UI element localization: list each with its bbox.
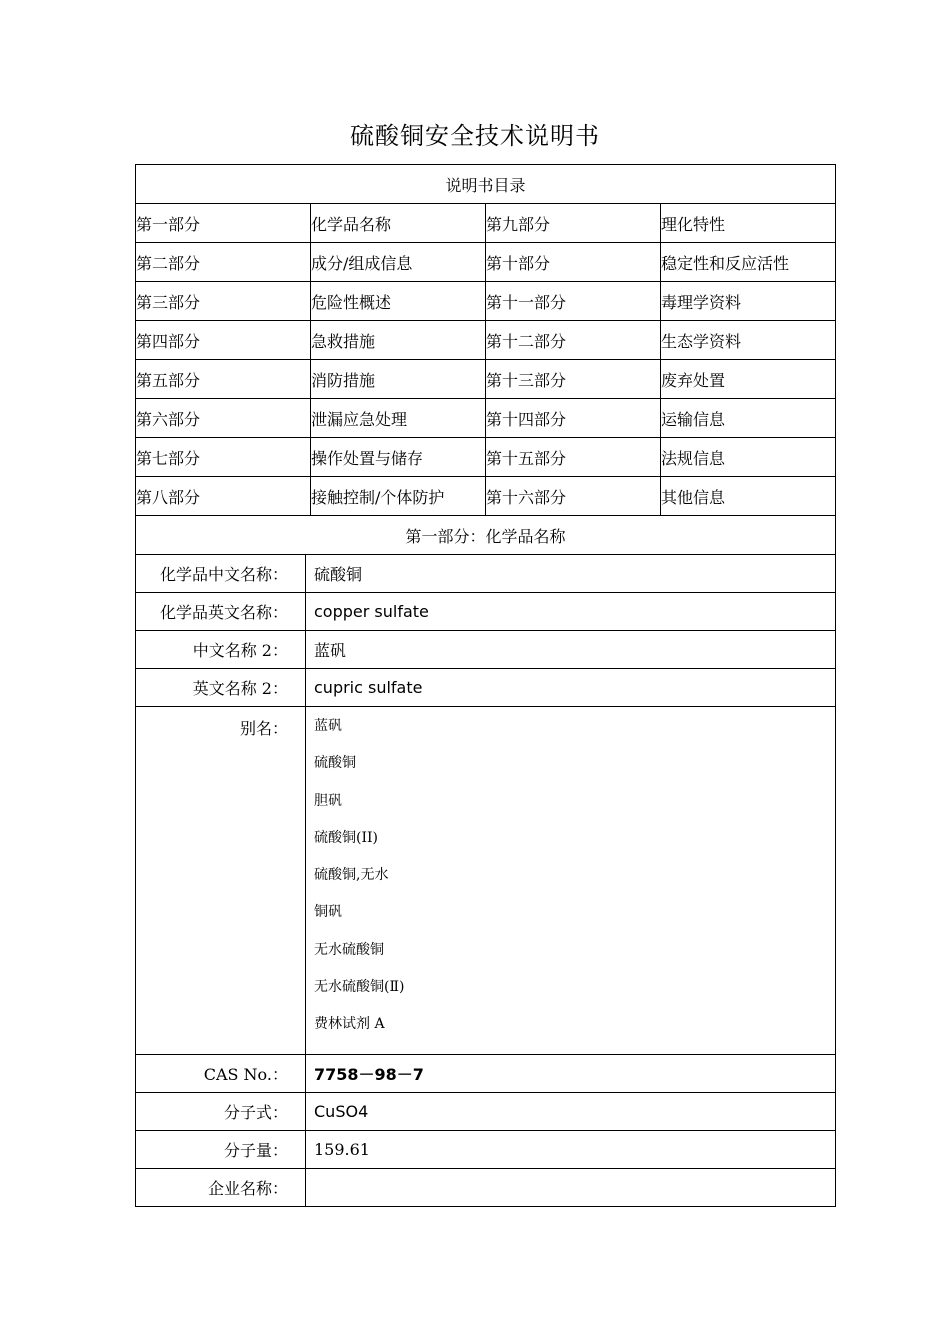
toc-part: 第九部分 bbox=[486, 204, 661, 243]
mw-value: 159.61 bbox=[306, 1130, 836, 1168]
alias-row bbox=[136, 707, 836, 1055]
field-row bbox=[136, 555, 836, 593]
en-name2-value: cupric sulfate bbox=[306, 669, 836, 707]
toc-section-name: 稳定性和反应活性 bbox=[661, 243, 836, 282]
cn-name-value: 硫酸铜 bbox=[306, 555, 836, 593]
toc-part: 第五部分 bbox=[136, 360, 311, 399]
formula-label: 分子式： bbox=[136, 1092, 306, 1130]
alias-item: 费林试剂 A bbox=[314, 1016, 385, 1033]
alias-item: 无水硫酸铜(Ⅱ) bbox=[314, 979, 405, 996]
alias-item: 无水硫酸铜 bbox=[314, 941, 384, 958]
alias-label: 别名： bbox=[136, 707, 306, 1055]
toc-part: 第十三部分 bbox=[486, 360, 661, 399]
toc-part: 第十一部分 bbox=[486, 282, 661, 321]
toc-section-name: 其他信息 bbox=[661, 477, 836, 516]
toc-part: 第六部分 bbox=[136, 399, 311, 438]
field-row bbox=[136, 669, 836, 707]
toc-part: 第八部分 bbox=[136, 477, 311, 516]
toc-section-name: 成分/组成信息 bbox=[311, 243, 486, 282]
toc-section-name: 泄漏应急处理 bbox=[311, 399, 486, 438]
alias-item: 硫酸铜 bbox=[314, 755, 356, 772]
toc-row bbox=[136, 477, 836, 516]
en-name-value: copper sulfate bbox=[306, 593, 836, 631]
company-value bbox=[306, 1168, 836, 1206]
field-row bbox=[136, 1130, 836, 1168]
toc-row bbox=[136, 399, 836, 438]
toc-section-name: 消防措施 bbox=[311, 360, 486, 399]
toc-section-name: 化学品名称 bbox=[311, 204, 486, 243]
alias-item: 蓝矾 bbox=[314, 718, 342, 734]
cas-value: 7758－98－7 bbox=[306, 1054, 836, 1092]
part1-header: 第一部分：化学品名称 bbox=[136, 516, 836, 555]
toc-part: 第十六部分 bbox=[486, 477, 661, 516]
toc-part: 第十部分 bbox=[486, 243, 661, 282]
toc-row bbox=[136, 282, 836, 321]
alias-item: 硫酸铜(II) bbox=[314, 829, 378, 846]
toc-section-name: 法规信息 bbox=[661, 438, 836, 477]
toc-section-name: 急救措施 bbox=[311, 321, 486, 360]
en-name-label: 化学品英文名称： bbox=[136, 593, 306, 631]
toc-part: 第十五部分 bbox=[486, 438, 661, 477]
toc-section-name: 接触控制/个体防护 bbox=[311, 477, 486, 516]
field-row bbox=[136, 593, 836, 631]
toc-part: 第七部分 bbox=[136, 438, 311, 477]
toc-section-name: 理化特性 bbox=[661, 204, 836, 243]
alias-item: 硫酸铜,无水 bbox=[314, 867, 389, 884]
toc-row bbox=[136, 243, 836, 282]
en-name2-label: 英文名称 2： bbox=[136, 669, 306, 707]
toc-row bbox=[136, 204, 836, 243]
toc-part: 第三部分 bbox=[136, 282, 311, 321]
toc-section-name: 毒理学资料 bbox=[661, 282, 836, 321]
toc-part: 第四部分 bbox=[136, 321, 311, 360]
cn-name2-label: 中文名称 2： bbox=[136, 631, 306, 669]
toc-section-name: 危险性概述 bbox=[311, 282, 486, 321]
msds-table bbox=[135, 164, 836, 1207]
field-row bbox=[136, 1168, 836, 1206]
document-title: 硫酸铜安全技术说明书 bbox=[350, 122, 600, 150]
mw-label: 分子量： bbox=[136, 1130, 306, 1168]
cn-name-label: 化学品中文名称： bbox=[136, 555, 306, 593]
toc-section-name: 废弃处置 bbox=[661, 360, 836, 399]
alias-item: 铜矾 bbox=[314, 904, 342, 921]
toc-part: 第一部分 bbox=[136, 204, 311, 243]
toc-row bbox=[136, 438, 836, 477]
toc-section-name: 操作处置与储存 bbox=[311, 438, 486, 477]
field-row bbox=[136, 631, 836, 669]
formula-value: CuSO4 bbox=[306, 1092, 836, 1130]
toc-section-name: 生态学资料 bbox=[661, 321, 836, 360]
cn-name2-value: 蓝矾 bbox=[306, 631, 836, 669]
toc-header: 说明书目录 bbox=[136, 165, 836, 204]
cas-label: CAS No.： bbox=[136, 1054, 306, 1092]
toc-row bbox=[136, 321, 836, 360]
company-label: 企业名称： bbox=[136, 1168, 306, 1206]
alias-list bbox=[306, 707, 836, 1055]
alias-item: 胆矾 bbox=[314, 792, 342, 809]
field-row bbox=[136, 1054, 836, 1092]
toc-part: 第十四部分 bbox=[486, 399, 661, 438]
toc-part: 第二部分 bbox=[136, 243, 311, 282]
toc-part: 第十二部分 bbox=[486, 321, 661, 360]
toc-section-name: 运输信息 bbox=[661, 399, 836, 438]
toc-row bbox=[136, 360, 836, 399]
field-row bbox=[136, 1092, 836, 1130]
